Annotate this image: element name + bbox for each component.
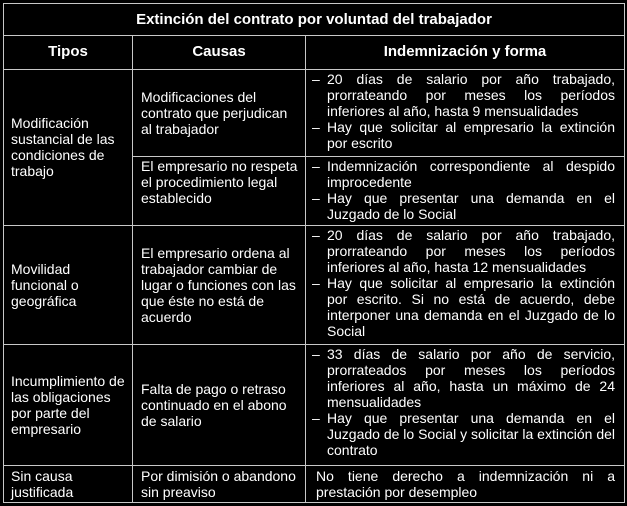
causa-cell: El empresario no respeta el procedimiento legal establecido bbox=[133, 156, 306, 226]
list-item bbox=[312, 190, 615, 222]
list-item bbox=[312, 275, 615, 339]
indemnizacion-cell bbox=[306, 465, 625, 502]
list-item bbox=[312, 71, 615, 119]
causa-cell: Falta de pago o retraso continuado en el abono de salario bbox=[133, 345, 306, 465]
dash-bullet: – bbox=[312, 227, 320, 244]
item-text: Indemnización correspondiente al despido improcedente bbox=[327, 157, 615, 190]
dash-bullet: – bbox=[312, 346, 320, 363]
contract-termination-table bbox=[3, 3, 625, 503]
header-causas: Causas bbox=[133, 36, 306, 69]
tipo-cell: Movilidad funcional o geográfica bbox=[4, 226, 133, 345]
list-item bbox=[312, 119, 615, 151]
header-indemnizacion: Indemnización y forma bbox=[306, 36, 625, 69]
header-tipos: Tipos bbox=[4, 36, 133, 69]
list-item bbox=[312, 158, 615, 190]
causa-cell: El empresario ordena al trabajador cambiar de lugar o funciones con las que éste no está de acuerdo bbox=[133, 226, 306, 345]
item-text: Hay que presentar una demanda en el Juzgado de lo Social y solicitar la extinción del contrato bbox=[327, 410, 615, 459]
item-text: No tiene derecho a indemnización ni a prestación por desempleo bbox=[316, 467, 615, 500]
dash-bullet: – bbox=[312, 189, 320, 206]
table-row bbox=[4, 345, 625, 465]
dash-bullet: – bbox=[312, 275, 320, 292]
list-item bbox=[312, 227, 615, 275]
table-row bbox=[4, 226, 625, 345]
tipo-cell: Incumplimiento de las obligaciones por parte del empresario bbox=[4, 345, 133, 465]
item-text: 20 días de salario por año trabajado, prorrateando por meses los períodos inferiores al año, hasta 12 mensualidades bbox=[327, 227, 615, 276]
causa-cell: Modificaciones del contrato que perjudican al trabajador bbox=[133, 69, 306, 156]
tipo-cell: Modificación sustancial de las condiciones de trabajo bbox=[4, 69, 133, 226]
list-item bbox=[312, 410, 615, 458]
causa-cell: Por dimisión o abandono sin preaviso bbox=[133, 465, 306, 502]
tipo-cell: Sin causa justificada bbox=[4, 465, 133, 502]
table-row bbox=[4, 69, 625, 156]
dash-bullet: – bbox=[312, 157, 320, 174]
table-title: Extinción del contrato por voluntad del trabajador bbox=[4, 4, 625, 36]
item-text: Hay que solicitar al empresario la extinción por escrito. Si no está de acuerdo, debe interponer una demanda en el Juzgado de lo Social bbox=[327, 275, 615, 340]
dash-bullet: – bbox=[312, 118, 320, 135]
indemnizacion-cell bbox=[306, 69, 625, 156]
dash-bullet: – bbox=[312, 410, 320, 427]
item-text: 33 días de salario por año de servicio, prorrateados por meses los períodos inferiores al año, hasta un máximo de 24 mensualidades bbox=[327, 346, 615, 411]
indemnizacion-cell bbox=[306, 156, 625, 226]
indemnizacion-cell bbox=[306, 345, 625, 465]
list-item bbox=[312, 346, 615, 410]
dash-bullet: – bbox=[312, 70, 320, 87]
item-text: 20 días de salario por año trabajado, prorrateando por meses los períodos inferiores al año, hasta 9 mensualidades bbox=[327, 70, 615, 119]
item-text: Hay que solicitar al empresario la extinción por escrito bbox=[327, 118, 615, 151]
item-text: Hay que presentar una demanda en el Juzgado de lo Social bbox=[327, 189, 615, 222]
table-row bbox=[4, 465, 625, 502]
indemnizacion-cell bbox=[306, 226, 625, 345]
